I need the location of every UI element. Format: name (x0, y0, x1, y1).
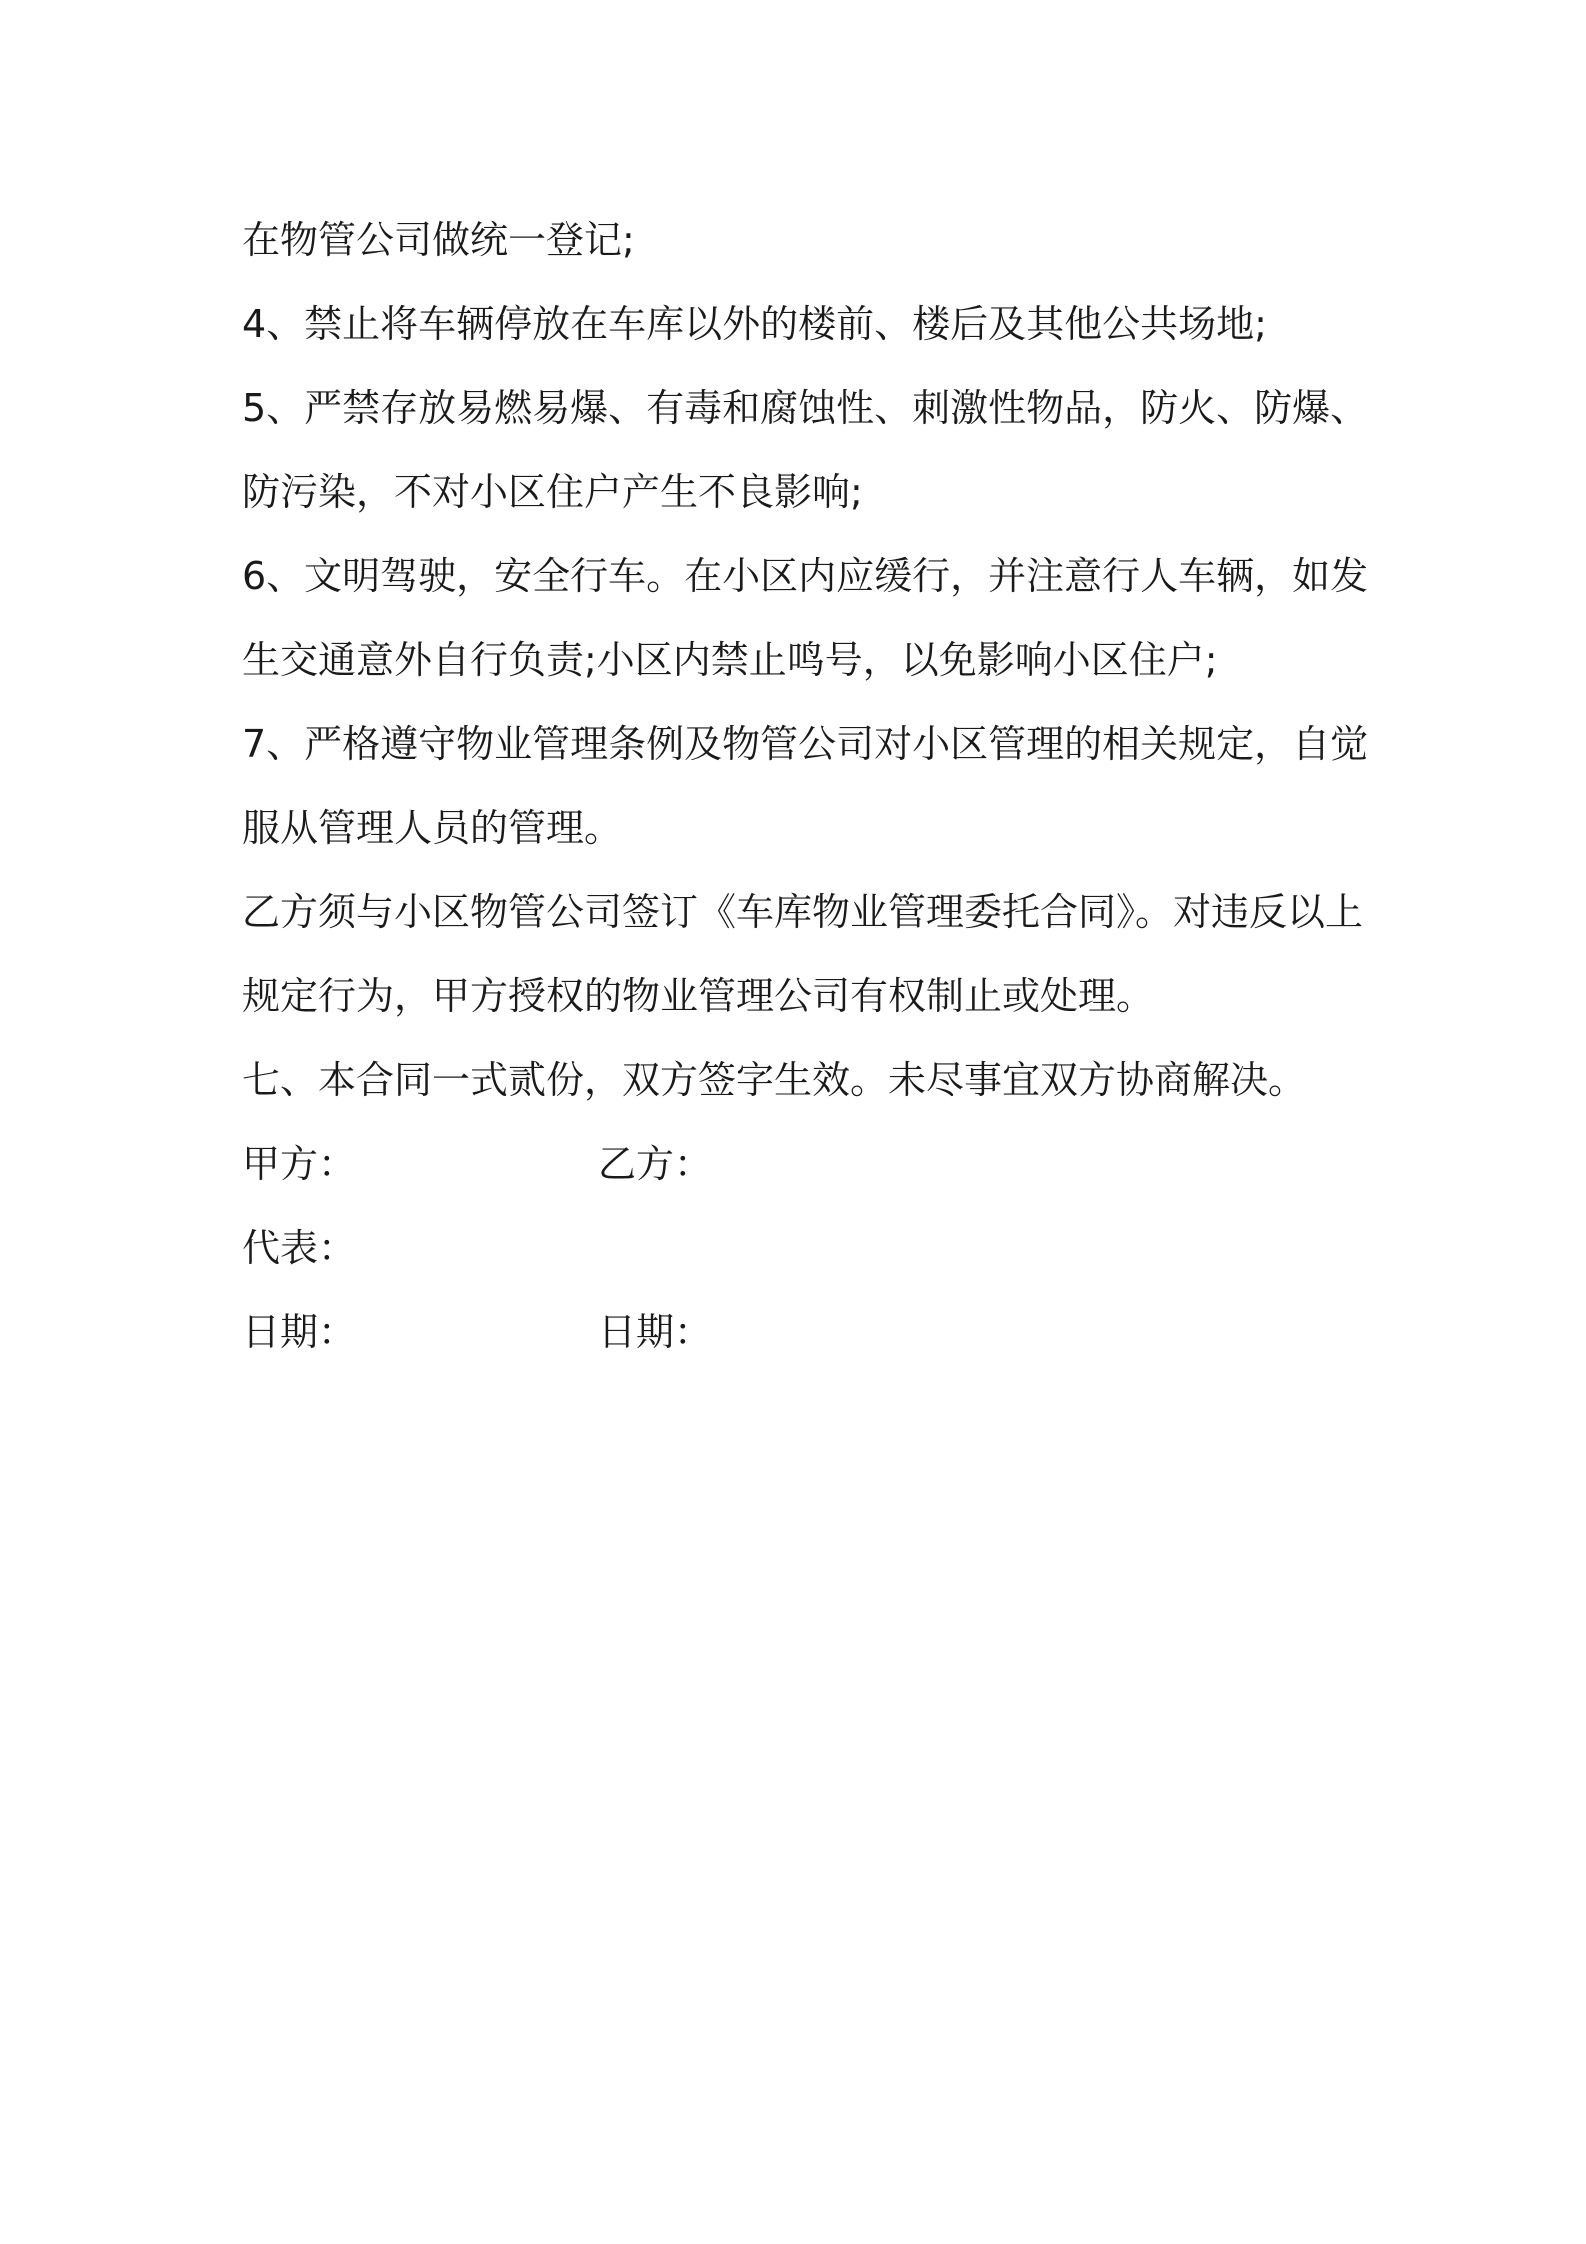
signature-row-representative (242, 1206, 1372, 1290)
party-b-obligation-line-1: 乙方须与小区物管公司签订《车库物业管理委托合同》。对违反以上 (242, 890, 1364, 934)
party-b-obligation-line-2: 规定行为，甲方授权的物业管理公司有权制止或处理。 (242, 974, 1155, 1018)
signature-row-dates (242, 1290, 1372, 1374)
representative-label: 代表： (242, 1226, 357, 1270)
date-a-label: 日期： (242, 1310, 357, 1354)
clause-7-line-1: 7、严格遵守物业管理条例及物管公司对小区管理的相关规定，自觉 (242, 722, 1369, 766)
article-7: 七、本合同一式贰份，双方签字生效。未尽事宜双方协商解决。 (242, 1058, 1307, 1102)
clause-5-line-1: 5、严禁存放易燃易爆、有毒和腐蚀性、刺激性物品，防火、防爆、 (242, 386, 1369, 430)
signature-row-parties (242, 1122, 1372, 1206)
clause-6-line-1: 6、文明驾驶，安全行车。在小区内应缓行，并注意行人车辆，如发 (242, 554, 1369, 598)
clause-5-line-2: 防污染，不对小区住户产生不良影响; (242, 470, 863, 514)
document-body (242, 198, 1372, 1374)
clause-4: 4、禁止将车辆停放在车库以外的楼前、楼后及其他公共场地; (242, 302, 1267, 346)
clause-7-line-2: 服从管理人员的管理。 (242, 806, 623, 850)
clause-6-line-2: 生交通意外自行负责;小区内禁止鸣号，以免影响小区住户; (242, 638, 1218, 682)
party-b-label: 乙方： (598, 1142, 713, 1186)
date-b-label: 日期： (598, 1310, 713, 1354)
text-line: 在物管公司做统一登记; (242, 218, 635, 262)
party-a-label: 甲方： (242, 1142, 357, 1186)
